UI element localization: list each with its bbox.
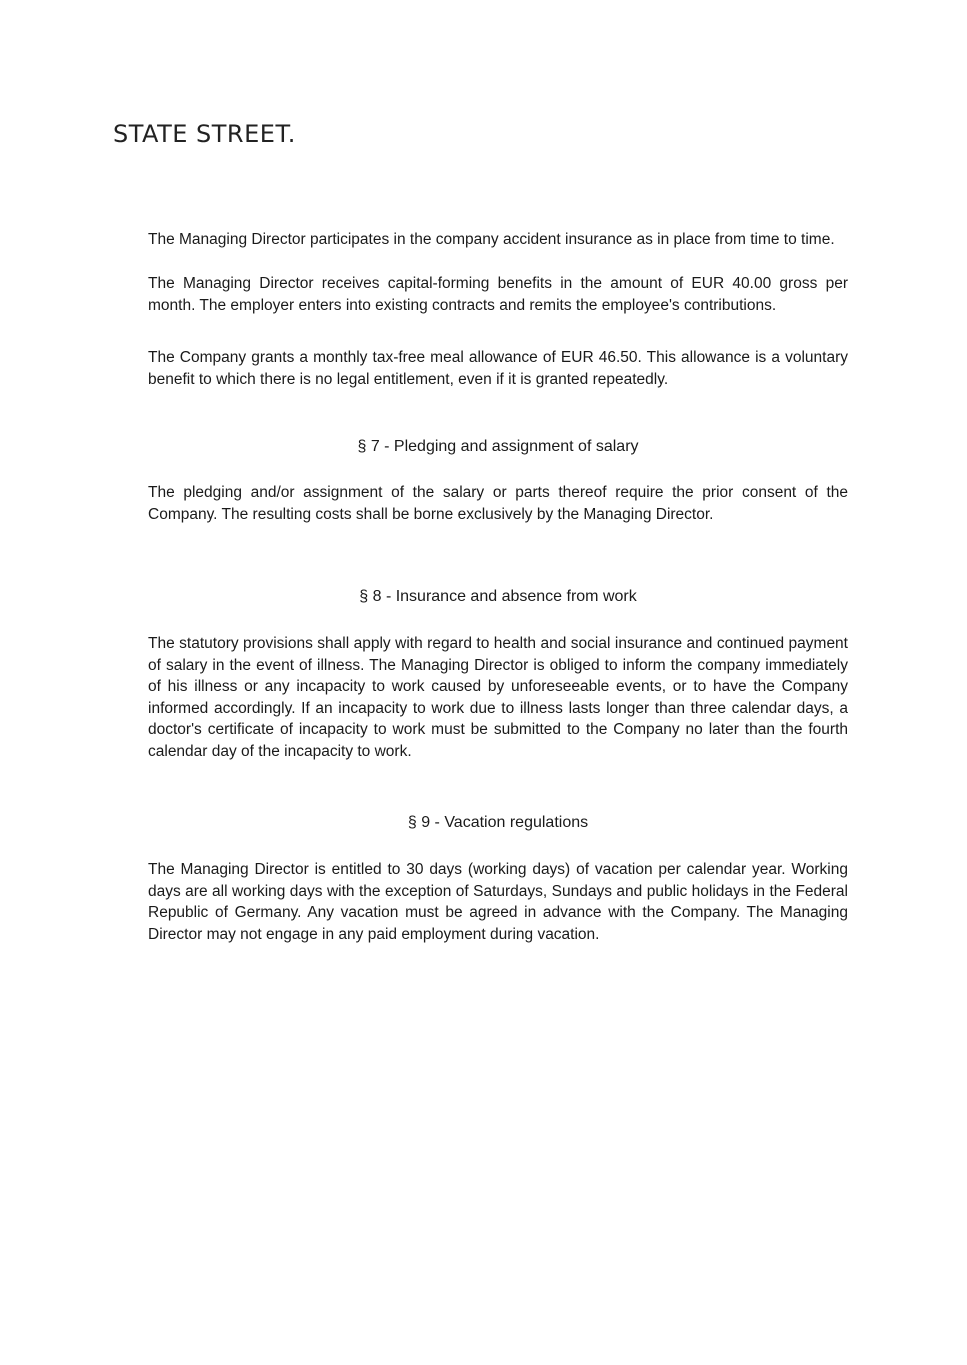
company-logo: STATE STREET. xyxy=(113,120,296,148)
section-8-body: The statutory provisions shall apply with regard to health and social insurance and continued payment of salary in the event of illness. The Managing Director is obliged to inform the company immediately of his illness or any incapacity to work caused by unforeseeable events, or to have the Company informed accordingly. If an incapacity to work due to illness lasts longer than three calendar days, a doctor's certificate of incapacity to work must be submitted to the Company no later than the fourth calendar day of the incapacity to work. xyxy=(148,635,848,760)
section-7-heading: § 7 - Pledging and assignment of salary xyxy=(357,438,639,455)
section-7-body: The pledging and/or assignment of the salary or parts thereof require the prior consent of the Company. The resulting costs shall be borne exclusively by the Managing Director. xyxy=(148,484,848,523)
section-9-heading: § 9 - Vacation regulations xyxy=(407,814,589,831)
capital-forming-paragraph: The Managing Director receives capital-forming benefits in the amount of EUR 40.00 gross per month. The employer enters into existing contracts and remits the employee's contributions. xyxy=(148,275,848,314)
accident-insurance-paragraph: The Managing Director participates in the company accident insurance as in place from time to time. xyxy=(148,231,835,248)
meal-allowance-paragraph: The Company grants a monthly tax-free meal allowance of EUR 46.50. This allowance is a voluntary benefit to which there is no legal entitlement, even if it is granted repeatedly. xyxy=(148,349,848,388)
section-8-heading: § 8 - Insurance and absence from work xyxy=(359,588,637,605)
section-9-body: The Managing Director is entitled to 30 days (working days) of vacation per calendar year. Working days are all working days with the exception of Saturdays, Sundays and public holidays in the Federal Republic of Germany. Any vacation must be agreed in advance with the Company. The Managing Director may not engage in any paid employment during vacation. xyxy=(148,861,848,943)
